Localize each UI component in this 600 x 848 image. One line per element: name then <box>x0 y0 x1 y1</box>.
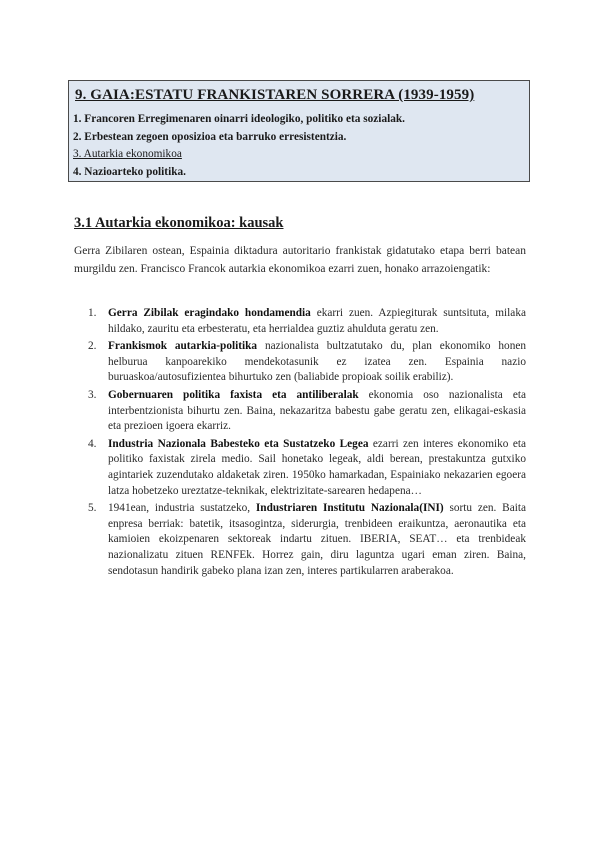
section-title: 3.1 Autarkia ekonomikoa: kausak <box>74 215 284 231</box>
cause-text: nazionalista bultzatutako du, plan ekonomiko honen helburua kanpoarekiko mendekotasunik ez izatea zen. Espainia nazio buruaskoa/autosufizientea bihurtuko zen (baliabide propioak soilik erabiliz). <box>108 340 527 384</box>
cause-item <box>74 339 526 386</box>
cause-item <box>74 437 526 499</box>
topic-title: 9. GAIA:ESTATU FRANKISTAREN SORRERA (1939-1959) <box>75 87 475 103</box>
topic-item-label: 1. Francoren Erregimenaren oinarri ideologiko, politiko eta sozialak. <box>73 113 405 125</box>
cause-text: ezarri zen interes ekonomiko eta politiko faxistak zirela medio. Sail honetako legeak, aldi berean, prestakuntza gutxiko agintariek zuzendutako aldaketak ziren. 1950ko hamarkadan, Espainiako nekazarien egoera latza hobetzeko ureztatze-teknikak, elektrizitate-sarearen hedapena… <box>108 437 526 497</box>
cause-number: 2. <box>88 340 97 353</box>
cause-item <box>74 388 526 435</box>
cause-item <box>74 306 526 337</box>
cause-number: 1. <box>88 307 97 319</box>
topic-item-label: 4. Nazioarteko politika. <box>73 165 186 178</box>
cause-number: 3. <box>88 388 97 401</box>
topic-item-current <box>73 146 405 164</box>
cause-number: 4. <box>88 437 97 450</box>
topic-item <box>73 129 405 147</box>
cause-bold-text: Frankismok autarkia-politika <box>108 340 258 353</box>
topic-item <box>73 111 405 129</box>
cause-text: ekonomia oso nazionalista eta interbentzionista bihurtu zen. Baina, nekazaritza babestu gabe geratu zen, elikagai-eskasia eta prezioen igoera ekarriz. <box>108 388 526 433</box>
topic-item-label: 3. Autarkia ekonomikoa <box>73 148 182 160</box>
cause-bold-text: Industria Nazionala Babesteko eta Sustatzeko Legea <box>108 437 369 450</box>
cause-number: 5. <box>88 502 97 515</box>
cause-bold-text: Gerra Zibilak eragindako hondamendia <box>108 307 311 319</box>
topic-header-box <box>68 80 530 182</box>
cause-bold-text: Industriaren Institutu Nazionala(INI) <box>255 502 444 515</box>
topic-index-list <box>73 111 405 181</box>
topic-item <box>73 164 405 182</box>
causes-list <box>74 306 526 581</box>
cause-bold-text: Gobernuaren politika faxista eta antiliberalak <box>108 388 359 401</box>
cause-item <box>74 501 526 579</box>
cause-text: ekarri zuen. Azpiegiturak suntsituta, milaka hildako, zauritu eta erbesteratu, eta herrialdea guztiz ahulduta geratu zen. <box>108 307 526 335</box>
topic-item-label: 2. Erbestean zegoen oposizioa eta barruko erresistentzia. <box>73 130 347 143</box>
intro-paragraph: Gerra Zibilaren ostean, Espainia diktadura autoritario frankistak gidatutako etapa berri batean murgildu zen. Francisco Francok autarkia ekonomikoa ezarri zuen, honako arrazoiengatik: <box>74 245 526 275</box>
cause-lead-text: 1941ean, industria sustatzeko, <box>108 502 256 515</box>
cause-text: sortu zen. Baita enpresa berriak: batetik, itsasogintza, siderurgia, trenbideen eraikuntza, aeronautika eta kamioien ekoizpenaren sektoreak indartu zituen. IBERIA, SEAT… eta trenbideak nazionalizatu zituen RENFEk. Horrez gain, diru laguntza ugari eman ziren. Baina, sendotasun handirik gabeko plana izan zen, interes partikularren araberakoa. <box>108 502 527 577</box>
